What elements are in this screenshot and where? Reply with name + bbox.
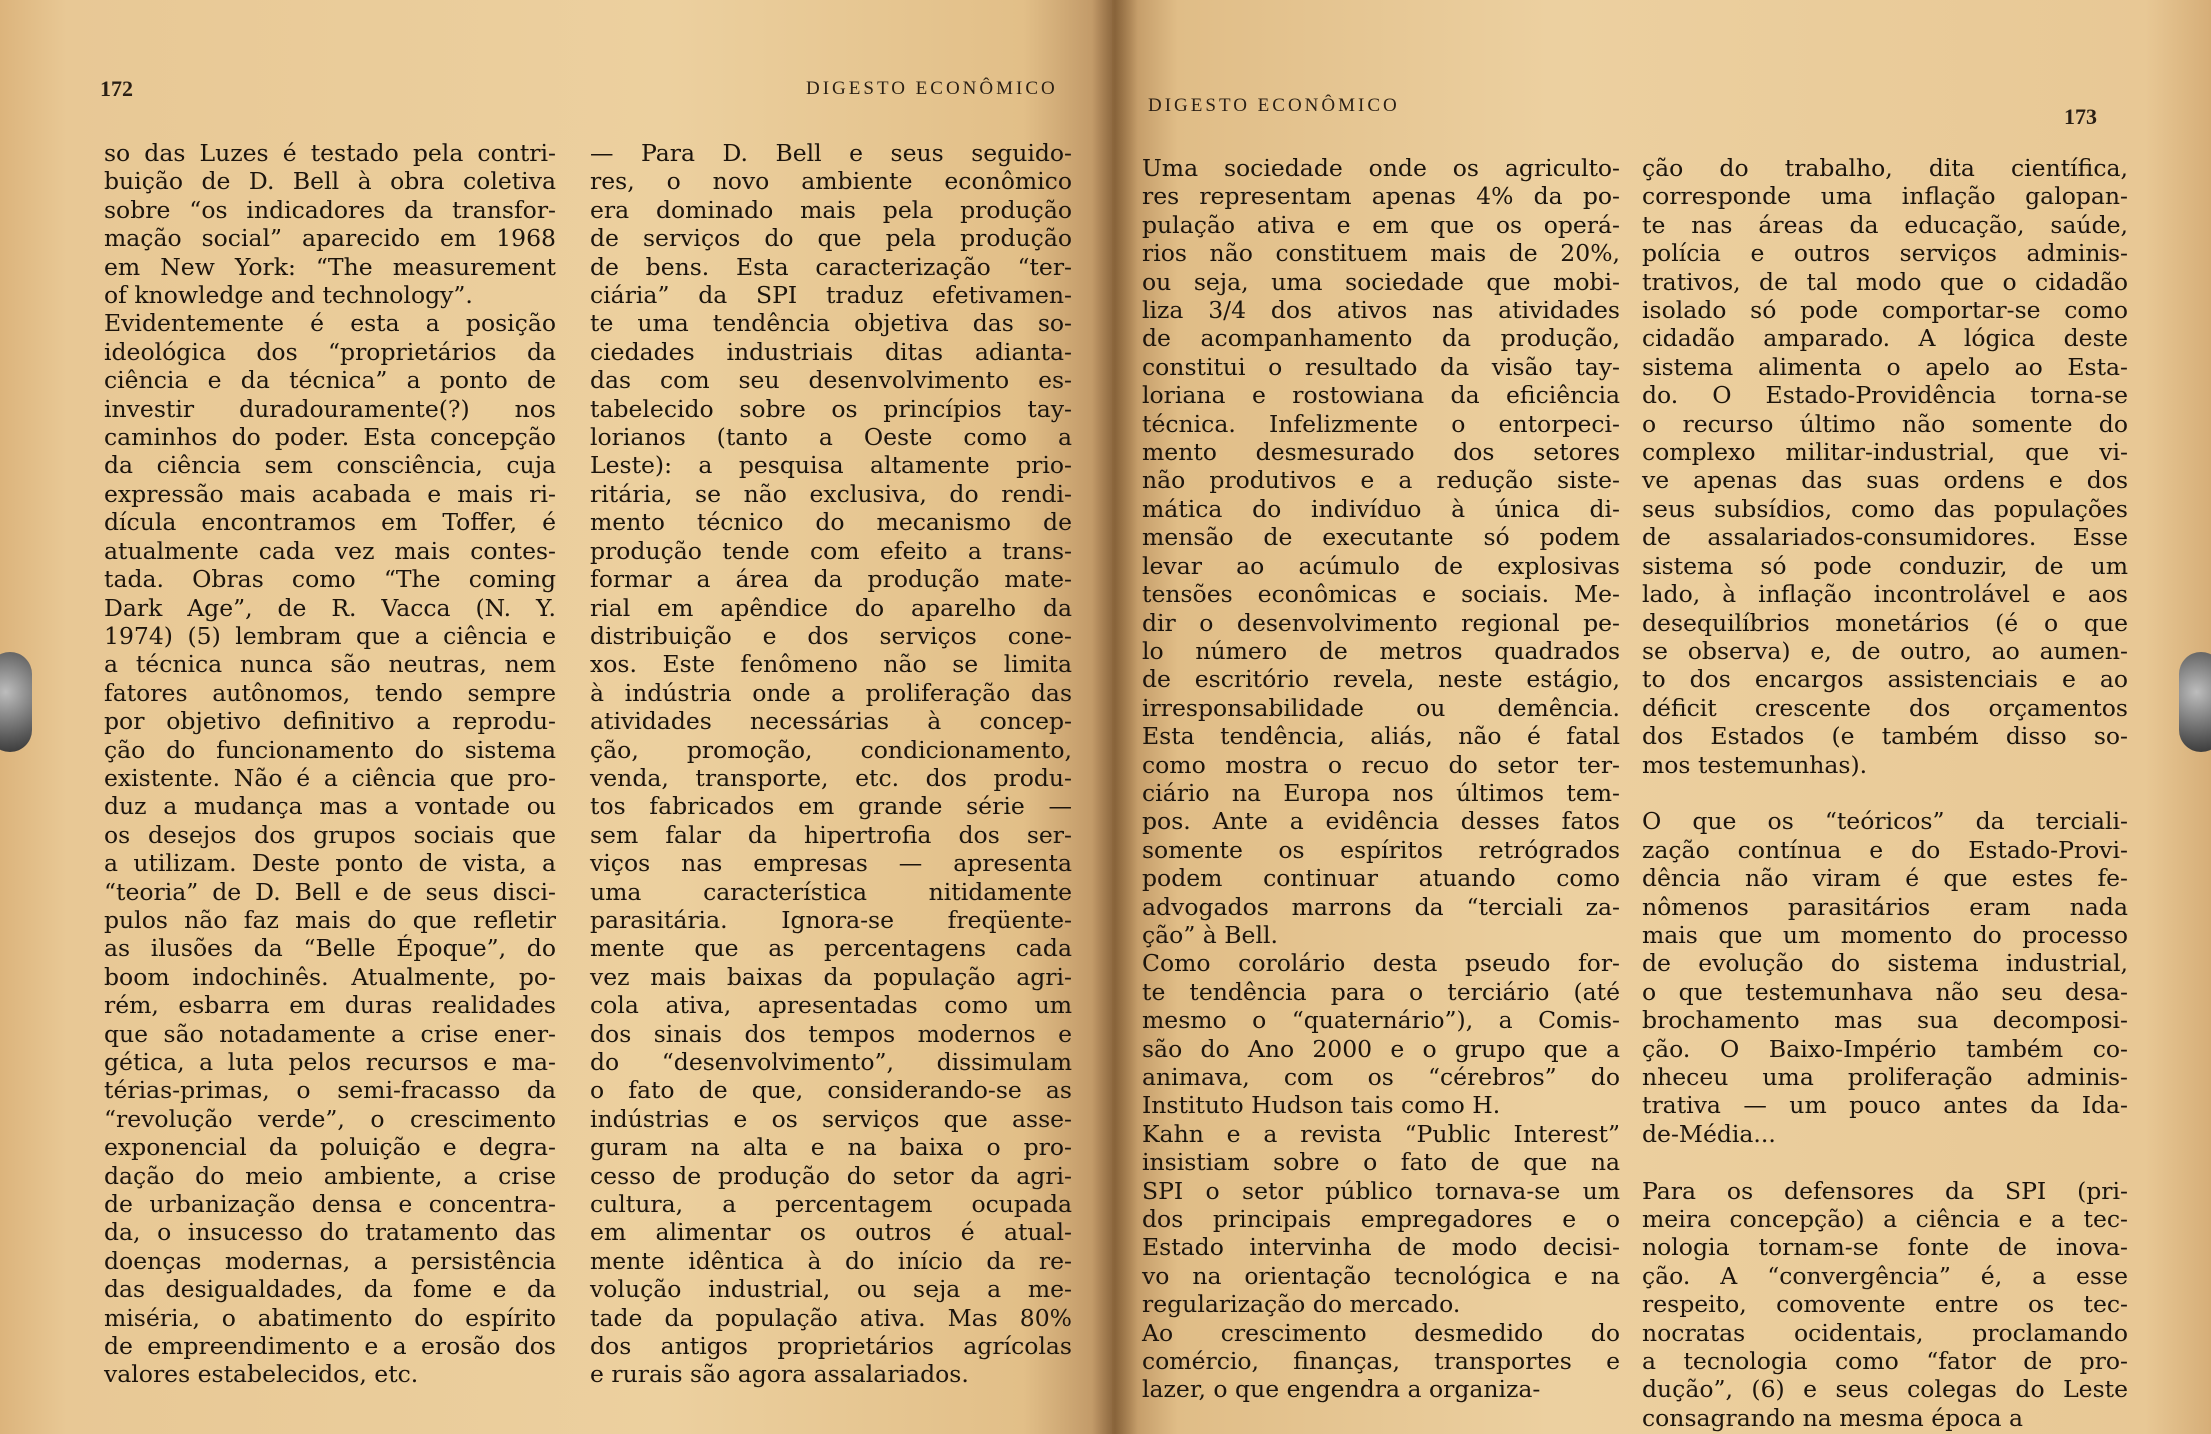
text-line: tos fabricados em grande série — xyxy=(590,792,1072,821)
text-line: da ciência sem consciência, cuja xyxy=(104,451,556,480)
text-line: tensões econômicas e sociais. Me- xyxy=(1142,580,1620,609)
text-line: tabelecido sobre os princípios tay- xyxy=(590,394,1072,423)
text-line: complexo militar-industrial, que vi- xyxy=(1642,438,2128,467)
text-line: dícula encontramos em Toffer, é xyxy=(104,508,556,537)
text-line: do. O Estado-Providência torna-se xyxy=(1642,381,2128,410)
text-line: ção. O Baixo-Império também co- xyxy=(1642,1034,2128,1063)
text-line: cultura, a percentagem ocupada xyxy=(590,1190,1072,1219)
text-line: te uma tendência objetiva das so- xyxy=(590,309,1072,338)
text-line: nocratas ocidentais, proclamando xyxy=(1642,1318,2128,1347)
text-line: mática do indivíduo à única di- xyxy=(1142,494,1620,523)
text-line: ção, promoção, condicionamento, xyxy=(590,735,1072,764)
running-head-right: DIGESTO ECONÔMICO xyxy=(1148,95,1400,116)
text-line: o recurso último não somente do xyxy=(1642,409,2128,438)
text-line: podem continuar atuando como xyxy=(1142,864,1620,893)
text-line: dência não viram é que estes fe- xyxy=(1642,864,2128,893)
text-line: to dos encargos assistenciais e ao xyxy=(1642,665,2128,694)
text-line: como mostra o recuo do setor ter- xyxy=(1142,750,1620,779)
text-line: duz a mudança mas a vontade ou xyxy=(104,792,556,821)
text-line: Uma sociedade onde os agriculto- xyxy=(1142,154,1620,182)
text-line: das com seu desenvolvimento es- xyxy=(590,366,1072,395)
text-line xyxy=(1642,1148,2128,1176)
text-line: trativa — um pouco antes da Ida- xyxy=(1642,1091,2128,1120)
text-line: de evolução do sistema industrial, xyxy=(1642,949,2128,978)
text-line: — Para D. Bell e seus seguido- xyxy=(590,139,1072,167)
text-line: corresponde uma inflação galopan- xyxy=(1642,182,2128,211)
text-line: miséria, o abatimento do espírito xyxy=(104,1303,556,1332)
text-line: produção tende com efeito a trans- xyxy=(590,536,1072,565)
text-line: dação do meio ambiente, a crise xyxy=(104,1161,556,1190)
text-line: sistema só pode conduzir, de um xyxy=(1642,551,2128,580)
left-column-1 xyxy=(104,139,556,1389)
text-line: cidadão amparado. A lógica deste xyxy=(1642,324,2128,353)
text-line: ção do trabalho, dita científica, xyxy=(1642,154,2128,182)
text-line: ção do funcionamento do sistema xyxy=(104,735,556,764)
text-line: mesmo o “quaternário”), a Comis- xyxy=(1142,1006,1620,1035)
text-line: ção. A “convergência” é, a esse xyxy=(1642,1261,2128,1290)
text-line: res representam apenas 4% da po- xyxy=(1142,182,1620,211)
text-line: técnica. Infelizmente o entorpeci- xyxy=(1142,409,1620,438)
text-line: te tendência para o terciário (até xyxy=(1142,977,1620,1006)
text-line: somente os espíritos retrógrados xyxy=(1142,835,1620,864)
right-column-1 xyxy=(1142,154,1620,1404)
text-line: so das Luzes é testado pela contri- xyxy=(104,139,556,167)
text-line: a técnica nunca são neutras, nem xyxy=(104,650,556,679)
text-line: rém, esbarra em duras realidades xyxy=(104,991,556,1020)
text-line: res, o novo ambiente econômico xyxy=(590,167,1072,196)
text-line: pos. Ante a evidência desses fatos xyxy=(1142,807,1620,836)
text-line: xos. Este fenômeno não se limita xyxy=(590,650,1072,679)
text-line: térias-primas, o semi-fracasso da xyxy=(104,1076,556,1105)
text-line: cesso de produção do setor da agri- xyxy=(590,1161,1072,1190)
right-page xyxy=(1112,0,2211,1434)
text-line: rial em apêndice do aparelho da xyxy=(590,593,1072,622)
text-line: dos antigos proprietários agrícolas xyxy=(590,1332,1072,1361)
text-line: mação social” aparecido em 1968 xyxy=(104,224,556,253)
text-line: tade da população ativa. Mas 80% xyxy=(590,1303,1072,1332)
text-line: ciário na Europa nos últimos tem- xyxy=(1142,778,1620,807)
text-line: seus subsídios, como das populações xyxy=(1642,494,2128,523)
text-line: vo na orientação tecnológica e na xyxy=(1142,1261,1620,1290)
text-line: atualmente cada vez mais contes- xyxy=(104,536,556,565)
text-line: valores estabelecidos, etc. xyxy=(104,1360,419,1389)
text-line: a utilizam. Deste ponto de vista, a xyxy=(104,849,556,878)
text-line: ção” à Bell. xyxy=(1142,920,1278,949)
text-line: as ilusões da “Belle Époque”, do xyxy=(104,934,556,963)
text-line: são do Ano 2000 e o grupo que a xyxy=(1142,1034,1620,1063)
binder-clip-right xyxy=(2179,652,2211,752)
text-line: animava, com os “cérebros” do xyxy=(1142,1063,1620,1091)
text-line: à indústria onde a proliferação das xyxy=(590,678,1072,707)
text-line: Para os defensores da SPI (pri- xyxy=(1642,1176,2128,1205)
text-line: zação contínua e do Estado-Provi- xyxy=(1642,835,2128,864)
text-line: caminhos do poder. Esta concepção xyxy=(104,423,556,452)
text-line: de assalariados-consumidores. Esse xyxy=(1642,523,2128,552)
text-line: pulos não faz mais do que refletir xyxy=(104,905,556,934)
text-line: o que testemunhava não seu desa- xyxy=(1642,977,2128,1006)
text-line: de-Média... xyxy=(1642,1119,1776,1148)
text-line: por objetivo definitivo a reprodu- xyxy=(104,707,556,736)
text-line: lo número de metros quadrados xyxy=(1142,636,1620,665)
text-line: te nas áreas da educação, saúde, xyxy=(1642,210,2128,239)
text-line: nologia tornam-se fonte de inova- xyxy=(1642,1233,2128,1262)
text-line: mento desmesurado dos setores xyxy=(1142,438,1620,467)
text-line: Ao crescimento desmedido do xyxy=(1142,1318,1620,1347)
text-line: brochamento mas sua decomposi- xyxy=(1642,1006,2128,1035)
text-line: constitui o resultado da visão tay- xyxy=(1142,352,1620,381)
text-line: exponencial da poluição e degra- xyxy=(104,1133,556,1162)
text-line: a tecnologia como “fator de pro- xyxy=(1642,1347,2128,1376)
text-line: Evidentemente é esta a posição xyxy=(104,309,556,338)
text-line: of knowledge and technology”. xyxy=(104,281,473,310)
text-line: trativos, de tal modo que o cidadão xyxy=(1642,267,2128,296)
text-line: sistema alimenta o apelo ao Esta- xyxy=(1642,352,2128,381)
text-line: investir duradouramente(?) nos xyxy=(104,394,556,423)
text-line: advogados marrons da “terciali za- xyxy=(1142,892,1620,921)
text-line: meira concepção) a ciência e a tec- xyxy=(1642,1205,2128,1234)
text-line: nheceu uma proliferação adminis- xyxy=(1642,1063,2128,1091)
text-line: Leste): a pesquisa altamente prio- xyxy=(590,451,1072,480)
text-line: venda, transporte, etc. dos produ- xyxy=(590,763,1072,792)
book-gutter xyxy=(1092,0,1138,1434)
text-line: Esta tendência, aliás, não é fatal xyxy=(1142,722,1620,751)
text-line: pulação ativa e em que os operá- xyxy=(1142,210,1620,239)
text-line: atividades necessárias à concep- xyxy=(590,707,1072,736)
text-line: expressão mais acabada e mais ri- xyxy=(104,479,556,508)
text-line: de urbanização densa e concentra- xyxy=(104,1190,556,1219)
text-line: desequilíbrios monetários (é o que xyxy=(1642,608,2128,637)
text-line: não produtivos e a redução siste- xyxy=(1142,466,1620,495)
text-line: lado, à inflação incontrolável e aos xyxy=(1642,580,2128,609)
text-line: dir o desenvolvimento regional pe- xyxy=(1142,608,1620,637)
text-line: de escritório revela, neste estágio, xyxy=(1142,665,1620,694)
text-line: isolado só pode comportar-se como xyxy=(1642,296,2128,325)
text-line: déficit crescente dos orçamentos xyxy=(1642,693,2128,722)
text-line: viços nas empresas — apresenta xyxy=(590,849,1072,878)
text-line: mos testemunhas). xyxy=(1642,750,1868,779)
text-line: mensão de executante só podem xyxy=(1142,523,1620,552)
text-line: era dominado mais pela produção xyxy=(590,195,1072,224)
text-line: volução industrial, ou seja a me- xyxy=(590,1275,1072,1304)
left-column-2 xyxy=(590,139,1072,1389)
text-line: formar a área da produção mate- xyxy=(590,565,1072,594)
text-line: Kahn e a revista “Public Interest” xyxy=(1142,1119,1620,1148)
text-line: ou seja, uma sociedade que mobi- xyxy=(1142,267,1620,296)
text-line: uma característica nitidamente xyxy=(590,877,1072,906)
text-line: existente. Não é a ciência que pro- xyxy=(104,763,556,792)
text-line xyxy=(1642,779,2128,807)
text-line: guram na alta e na baixa o pro- xyxy=(590,1133,1072,1162)
text-line: em New York: “The measurement xyxy=(104,252,556,281)
text-line: das desigualdades, da fome e da xyxy=(104,1275,556,1304)
page-number-right: 173 xyxy=(2064,104,2097,129)
text-line: de bens. Esta caracterização “ter- xyxy=(590,252,1072,281)
text-line: ciedades industriais ditas adianta- xyxy=(590,337,1072,366)
text-line: de acompanhamento da produção, xyxy=(1142,324,1620,353)
text-line: mento técnico do mecanismo de xyxy=(590,508,1072,537)
text-line: da, o insucesso do tratamento das xyxy=(104,1218,556,1247)
text-line: doenças modernas, a persistência xyxy=(104,1246,556,1275)
text-line: boom indochinês. Atualmente, po- xyxy=(104,962,556,991)
text-line: fatores autônomos, tendo sempre xyxy=(104,678,556,707)
text-line: “revolução verde”, o crescimento xyxy=(104,1104,556,1133)
text-line: dos Estados (e também disso so- xyxy=(1642,722,2128,751)
text-line: respeito, comovente entre os tec- xyxy=(1642,1290,2128,1319)
text-line: ve apenas das suas ordens e dos xyxy=(1642,466,2128,495)
text-line: irresponsabilidade ou demência. xyxy=(1142,693,1620,722)
text-line: SPI o setor público tornava-se um xyxy=(1142,1176,1620,1205)
text-line: tada. Obras como “The coming xyxy=(104,565,556,594)
text-line: O que os “teóricos” da terciali- xyxy=(1642,807,2128,836)
text-line: indústrias e os serviços que asse- xyxy=(590,1104,1072,1133)
text-line: cola ativa, apresentadas como um xyxy=(590,991,1072,1020)
text-line: mente idêntica à do início da re- xyxy=(590,1246,1072,1275)
text-line: o fato de que, considerando-se as xyxy=(590,1076,1072,1105)
text-line: lazer, o que engendra a organiza- xyxy=(1142,1375,1541,1404)
text-line: em alimentar os outros é atual- xyxy=(590,1218,1072,1247)
text-line: de serviços do que pela produção xyxy=(590,224,1072,253)
text-line: de empreendimento e a erosão dos xyxy=(104,1332,556,1361)
text-line: Estado intervinha de modo decisi- xyxy=(1142,1233,1620,1262)
text-line: e rurais são agora assalariados. xyxy=(590,1360,969,1389)
text-line: rios não constituem mais de 20%, xyxy=(1142,239,1620,268)
text-line: “teoria” de D. Bell e de seus disci- xyxy=(104,877,556,906)
text-line: buição de D. Bell à obra coletiva xyxy=(104,167,556,196)
text-line: polícia e outros serviços adminis- xyxy=(1642,239,2128,268)
text-line: insistiam sobre o fato de que na xyxy=(1142,1148,1620,1177)
text-line: dução”, (6) e seus colegas do Leste xyxy=(1642,1375,2128,1404)
text-line: dos principais empregadores e o xyxy=(1142,1205,1620,1234)
text-line: mais que um momento do processo xyxy=(1642,920,2128,949)
text-line: que são notadamente a crise ener- xyxy=(104,1019,556,1048)
text-line: comércio, finanças, transportes e xyxy=(1142,1347,1620,1376)
text-line: lorianos (tanto a Oeste como a xyxy=(590,423,1072,452)
text-line: levar ao acúmulo de explosivas xyxy=(1142,551,1620,580)
page-number-left: 172 xyxy=(100,76,133,101)
text-line: 1974) (5) lembram que a ciência e xyxy=(104,621,556,650)
text-line: parasitária. Ignora-se freqüente- xyxy=(590,905,1072,934)
text-line: do “desenvolvimento”, dissimulam xyxy=(590,1048,1072,1076)
right-column-2 xyxy=(1642,154,2128,1432)
text-line: sobre “os indicadores da transfor- xyxy=(104,195,556,224)
running-head-left: DIGESTO ECONÔMICO xyxy=(806,78,1058,99)
text-line: ritária, se não exclusiva, do rendi- xyxy=(590,479,1072,508)
text-line: Instituto Hudson tais como H. xyxy=(1142,1091,1501,1120)
text-line: distribuição e dos serviços cone- xyxy=(590,621,1072,650)
text-line: dos sinais dos tempos modernos e xyxy=(590,1019,1072,1048)
text-line: os desejos dos grupos sociais que xyxy=(104,820,556,849)
text-line: sem falar da hipertrofia dos ser- xyxy=(590,820,1072,849)
text-line: vez mais baixas da população agri- xyxy=(590,962,1072,991)
text-line: nômenos parasitários eram nada xyxy=(1642,892,2128,921)
text-line: ideológica dos “proprietários da xyxy=(104,337,556,366)
text-line: ciária” da SPI traduz efetivamen- xyxy=(590,281,1072,310)
text-line: Dark Age”, de R. Vacca (N. Y. xyxy=(104,593,556,622)
text-line: gética, a luta pelos recursos e ma- xyxy=(104,1048,556,1076)
text-line: ciência e da técnica” a ponto de xyxy=(104,366,556,395)
text-line: mente que as percentagens cada xyxy=(590,934,1072,963)
text-line: se observa) e, de outro, ao aumen- xyxy=(1642,636,2128,665)
text-line: Como corolário desta pseudo for- xyxy=(1142,949,1620,978)
binder-clip-left xyxy=(0,652,32,752)
text-line: liza 3/4 dos ativos nas atividades xyxy=(1142,296,1620,325)
text-line: consagrando na mesma época a xyxy=(1642,1403,2023,1432)
text-line: regularização do mercado. xyxy=(1142,1290,1461,1319)
text-line: loriana e rostowiana da eficiência xyxy=(1142,381,1620,410)
